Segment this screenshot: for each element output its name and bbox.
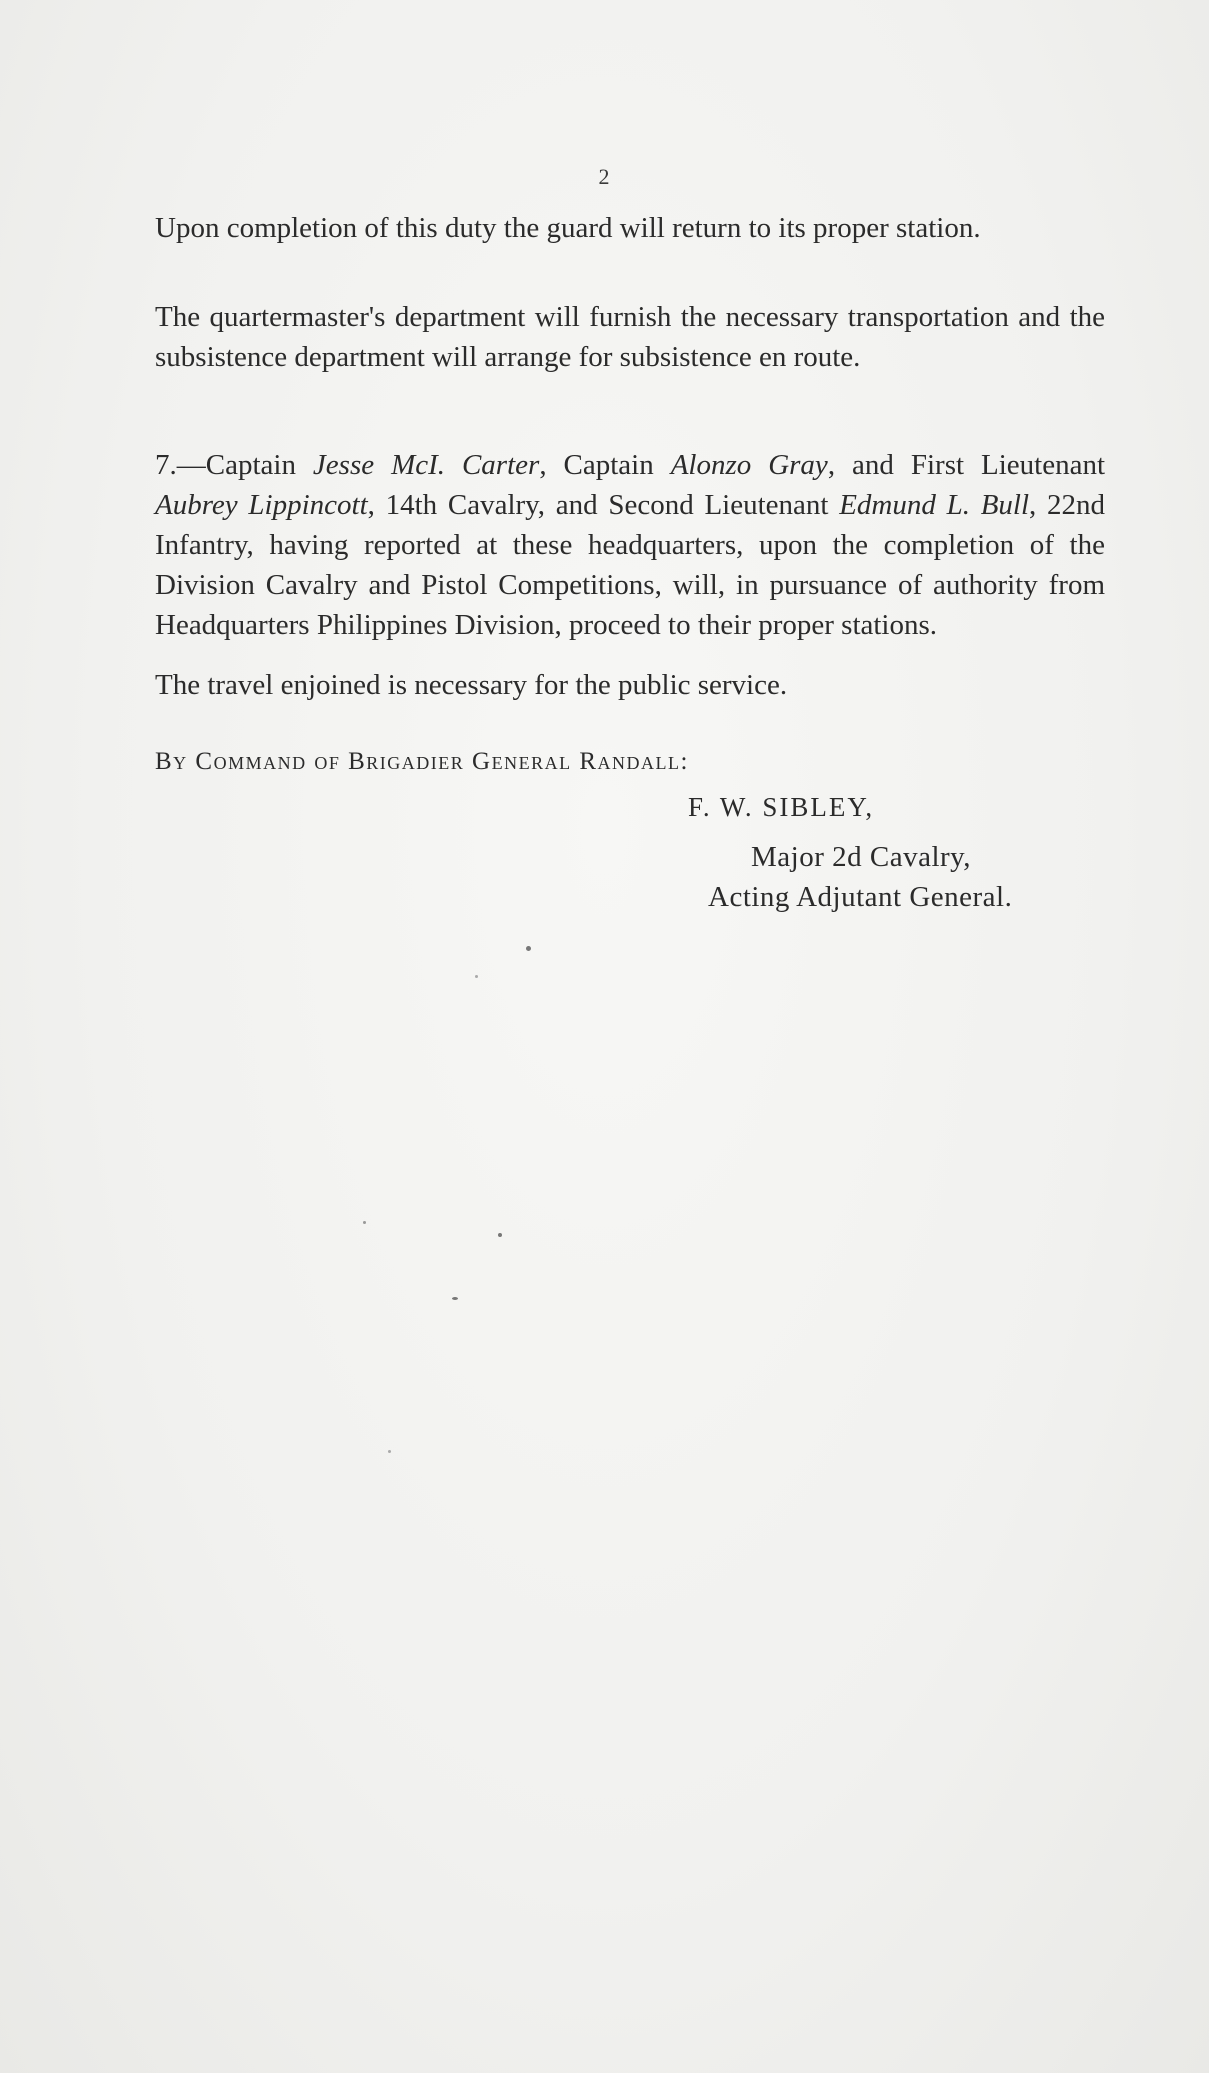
paragraph-text [155, 445, 1105, 645]
order-text: , 22nd Infantry, having reported at these headquarters, upon the completion of the Division Cavalry and Pistol Competitions, will, in pursuance of authority from Headquarters Philippines Division, proceed to their proper stations. [155, 489, 1106, 641]
officer-name: Aubrey Lippincott [155, 489, 368, 521]
paragraph-travel [155, 665, 1105, 705]
ink-speck [363, 1221, 366, 1224]
paragraph-transportation [155, 297, 1105, 377]
page-number: 2 [598, 164, 611, 189]
paragraph-guard-return [155, 208, 1105, 248]
order-text: , Captain [539, 449, 671, 481]
signer-name: F. W. SIBLEY, [688, 792, 875, 822]
ink-speck [452, 1297, 458, 1300]
paragraph-text: The travel enjoined is necessary for the public service. [155, 669, 788, 701]
officer-name: Alonzo Gray [670, 449, 828, 481]
order-text: , and First Lieutenant [827, 449, 1106, 481]
signer-position: Acting Adjutant General. [708, 881, 1013, 913]
paragraph-text: The quartermaster's department will furnish the necessary transportation and the subsistence department will arrange for subsistence en route. [155, 301, 1105, 373]
ink-speck [526, 946, 531, 951]
ink-speck [498, 1233, 502, 1237]
command-line: By Command of Brigadier General Randall: [155, 748, 689, 775]
paragraph-order-7 [155, 445, 1105, 645]
officer-name: Jesse McI. Carter [312, 449, 540, 481]
signer-rank: Major 2d Cavalry, [751, 841, 972, 873]
order-lead: 7.—Captain [155, 449, 313, 481]
paragraph-text: Upon completion of this duty the guard will return to its proper station. [155, 212, 981, 244]
officer-name: Edmund L. Bull [839, 489, 1030, 521]
order-text: , 14th Cavalry, and Second Lieutenant [367, 489, 840, 521]
ink-speck [388, 1450, 391, 1453]
ink-speck [475, 975, 478, 978]
